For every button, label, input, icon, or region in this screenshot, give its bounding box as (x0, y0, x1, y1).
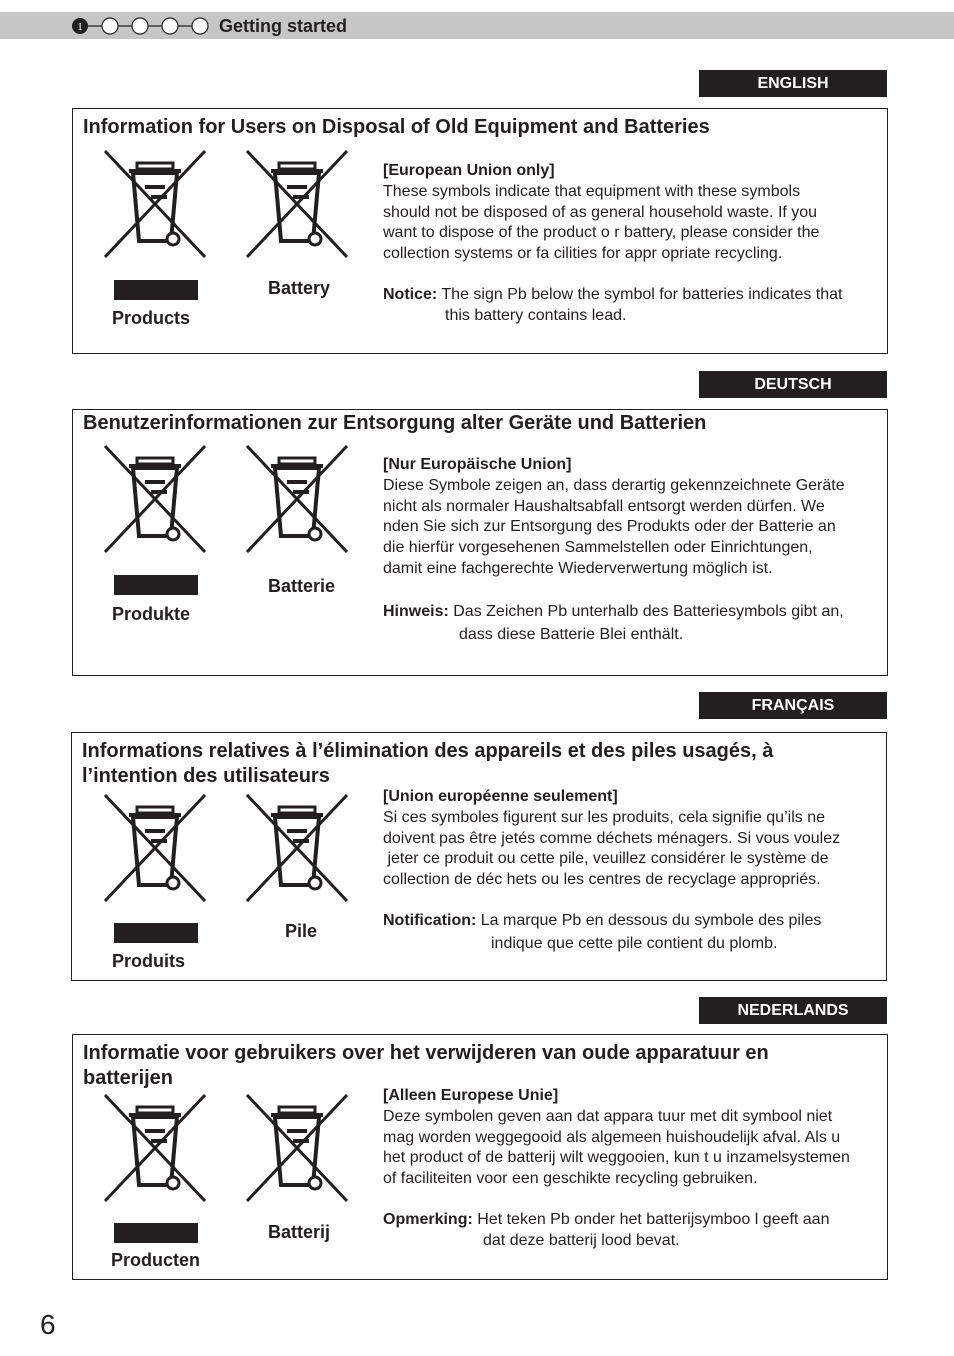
section-title-line: Informatie voor gebruikers over het verwijderen van oude apparatuur en (83, 1042, 769, 1064)
section-body (383, 1086, 888, 1252)
body-line: Deze symbolen geven aan dat appara tuur met dit symbool niet (383, 1107, 833, 1125)
notice (383, 1210, 888, 1231)
region-heading: [European Union only] (383, 162, 555, 179)
page-number: 6 (40, 1309, 56, 1340)
section-body (383, 787, 883, 955)
crossed-bin-battery-icon (245, 149, 349, 259)
notice-continued: dass diese Batterie Blei enthält. (459, 625, 684, 643)
region-heading: [Nur Europäische Union] (383, 456, 572, 473)
body-line: collection systems or fa cilities for appr opriate recycling. (383, 245, 783, 263)
body-line: nicht als normaler Haushaltsabfall entsorgt werden dürfen. We (383, 497, 825, 515)
body-line: should not be disposed of as general household waste. If you (383, 203, 818, 221)
notice-text: La marque Pb en dessous du symbole des piles (480, 911, 822, 929)
body-line: nden Sie sich zur Entsorgung des Produkts oder der Batterie an (383, 518, 836, 536)
notice-continued: this battery contains lead. (445, 306, 627, 324)
battery-label: Pile (285, 921, 318, 941)
section-english (72, 108, 888, 354)
region-heading: [Union européenne seulement] (383, 788, 618, 805)
black-bar-mark (114, 1223, 198, 1243)
black-bar-mark (114, 575, 198, 595)
body-line: want to dispose of the product o r battery, please consider the (383, 224, 820, 242)
step-number: 1 (77, 21, 83, 33)
notice (383, 285, 883, 306)
crossed-bin-products-icon (103, 1093, 207, 1203)
region-heading: [Alleen Europese Unie] (383, 1087, 559, 1104)
body-line: jeter ce produit ou cette pile, veuillez considérer le système de (383, 850, 829, 868)
body-line: collection de déc hets ou les centres de recyclage appropriés. (383, 871, 821, 889)
notice-label: Notification: (383, 911, 477, 929)
products-label: Products (112, 308, 191, 328)
notice-continued: dat deze batterij lood bevat. (483, 1231, 680, 1249)
notice (383, 602, 883, 623)
body-line: mag worden weggegooid als algemeen huishoudelijk afval. Als u (383, 1128, 841, 1146)
section-title: Benutzerinformationen zur Entsorgung alter Geräte und Batterien (83, 412, 707, 434)
section-nederlands (72, 1034, 888, 1280)
crossed-bin-products-icon (103, 793, 207, 903)
body-line: het product of de batterij wilt weggooien, kun t u inzamelsystemen (383, 1149, 850, 1167)
section-francais (71, 732, 887, 981)
battery-label: Batterie (268, 576, 336, 596)
notice-text: Het teken Pb onder het batterijsymboo l geeft aan (477, 1210, 830, 1228)
body-line: of faciliteiten voor een geschikte recycling gebruiken. (383, 1170, 758, 1188)
language-tag-francais: FRANÇAIS (699, 692, 887, 719)
notice-text: Das Zeichen Pb unterhalb des Batteriesymbols gibt an, (453, 602, 844, 620)
body-line: Diese Symbole zeigen an, dass derartig gekennzeichnete Geräte (383, 476, 845, 494)
crossed-bin-battery-icon (245, 444, 349, 554)
body-line: These symbols indicate that equipment with these symbols (383, 182, 801, 200)
language-tag-english: ENGLISH (699, 70, 887, 97)
step-indicator (70, 16, 210, 36)
section-title-line: Informations relatives à l’élimination des appareils et des piles usagés, à (82, 740, 774, 762)
black-bar-mark (114, 923, 198, 943)
section-body (383, 455, 883, 645)
notice-label: Notice: (383, 285, 438, 303)
battery-label: Batterij (268, 1222, 331, 1242)
crossed-bin-battery-icon (245, 1093, 349, 1203)
language-tag-deutsch: DEUTSCH (699, 371, 887, 398)
crossed-bin-products-icon (103, 444, 207, 554)
body-line: die hierfür vorgesehenen Sammelstellen oder Einrichtungen, (383, 539, 813, 557)
notice-text: The sign Pb below the symbol for batteries indicates that (441, 285, 843, 303)
section-body (383, 161, 883, 327)
body-line: Si ces symboles figurent sur les produits, cela signifie qu’ils ne (383, 808, 825, 826)
battery-label: Battery (268, 278, 331, 298)
language-tag-nederlands: NEDERLANDS (699, 997, 887, 1024)
black-bar-mark (114, 280, 198, 300)
notice-label: Opmerking: (383, 1210, 473, 1228)
notice-continued: indique que cette pile contient du plomb. (491, 934, 778, 952)
section-title (82, 739, 862, 789)
products-label: Producten (111, 1250, 201, 1270)
products-label: Produkte (112, 604, 191, 624)
section-title (83, 1041, 863, 1091)
notice-label: Hinweis: (383, 602, 449, 620)
products-label: Produits (112, 951, 186, 971)
body-line: doivent pas être jetés comme déchets ménagers. Si vous voulez (383, 829, 841, 847)
crossed-bin-products-icon (103, 149, 207, 259)
crossed-bin-battery-icon (245, 793, 349, 903)
notice (383, 911, 883, 932)
chapter-title: Getting started (219, 16, 348, 36)
section-deutsch (72, 409, 888, 676)
section-title: Information for Users on Disposal of Old Equipment and Batteries (83, 116, 710, 138)
section-title-line: batterijen (83, 1067, 174, 1089)
section-title-line: l’intention des utilisateurs (82, 765, 330, 787)
body-line: damit eine fachgerechte Wiederverwertung möglich ist. (383, 559, 773, 577)
